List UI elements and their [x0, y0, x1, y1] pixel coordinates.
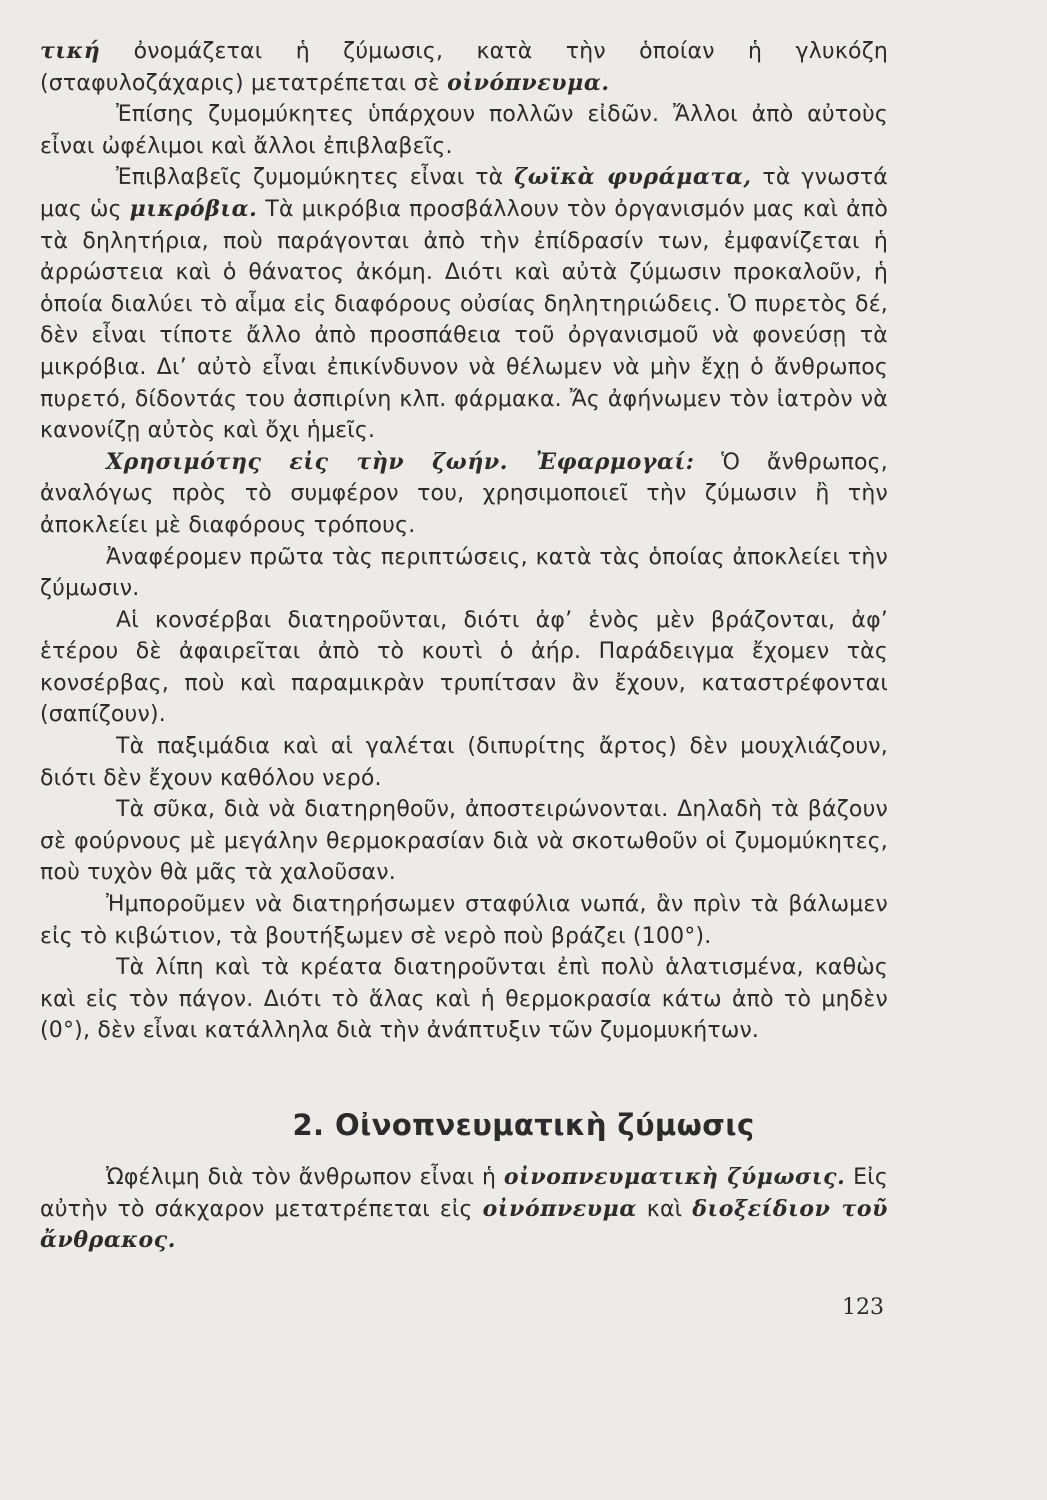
emphasis-text: οἰνοπνευματικὴ ζύμωσις. — [503, 1164, 846, 1190]
paragraph-8: Τὰ σῦκα, διὰ νὰ διατηρηθοῦν, ἀποστειρώνονται. Δηλαδὴ τὰ βάζουν σὲ φούρνους μὲ μεγάλην θερμοκρασίαν διὰ νὰ σκοτωθοῦν οἱ ζυμομύκητες, ποὺ τυχὸν θὰ μᾶς τὰ χαλοῦσαν. — [40, 797, 888, 886]
text-span: καὶ — [636, 1196, 693, 1222]
subheading-inline: Χρησιμότης εἰς τὴν ζωήν. Ἐφαρμογαί: — [106, 448, 695, 475]
paragraph-1 — [40, 36, 888, 99]
emphasis-text: οἰνόπνευμα — [482, 1195, 637, 1222]
paragraph-5: Ἀναφέρομεν πρῶτα τὰς περιπτώσεις, κατὰ τὰς ὁποίας ἀποκλείει τὴν ζύμωσιν. — [40, 544, 888, 602]
text-span: Ὠφέλιμη διὰ τὸν ἄνθρωπον εἶναι ἡ — [106, 1165, 504, 1190]
text-span: τὰ γνωστά μας ὡς — [40, 165, 888, 222]
paragraph-9: Ἠμποροῦμεν νὰ διατηρήσωμεν σταφύλια νωπά, ἂν πρὶν τὰ βάλωμεν εἰς τὸ κιβώτιον, τὰ βουτήξωμεν σὲ νερὸ ποὺ βράζει (100°). — [40, 892, 888, 949]
section-heading: 2. Οἰνοπνευματικὴ ζύμωσις — [292, 1108, 755, 1142]
page-number: 123 — [842, 1295, 884, 1320]
body-text — [40, 36, 888, 1047]
closing-text — [40, 1162, 888, 1257]
paragraph-6: Αἱ κονσέρβαι διατηροῦνται, διότι ἀφ’ ἑνὸς μὲν βράζονται, ἀφ’ ἑτέρου δὲ ἀφαιρεῖται ἀπὸ τὸ κουτὶ ὁ ἀήρ. Παράδειγμα ἔχομεν τὰς κονσέρβας, ποὺ καὶ παραμικρὰν τρυπίτσαν ἂν ἔχουν, καταστρέφονται (σαπίζουν). — [40, 607, 888, 728]
emphasis-text: μικρόβια. — [129, 195, 258, 222]
text-span: Εἰς αὐτὴν τὸ σάκχαρον μετατρέπεται εἰς — [40, 1165, 888, 1222]
text-span: Τὰ μικρόβια προσβάλλουν τὸν ὀργανισμόν μας καὶ ἀπὸ τὰ δηλητήρια, ποὺ παράγονται ἀπὸ τὴν ἐπίδρασίν των, ἐμφανίζεται ἡ ἀρρώστεια καὶ ὁ θάνατος ἀκόμη. Διότι καὶ αὐτὰ ζύμωσιν προκαλοῦν, ἡ ὁποία διαλύει τὸ αἷμα εἰς διαφόρους οὐσίας δηλητηριώδεις. Ὁ πυρετὸς δέ, δὲν εἶναι τίποτε ἄλλο ἀπὸ προσπάθεια τοῦ ὀργανισμοῦ νὰ φονεύσῃ τὰ μικρόβια. Δι’ αὐτὸ εἶναι ἐπικίνδυνον νὰ θέλωμεν νὰ μὴν ἔχῃ ὁ ἄνθρωπος πυρετό, δίδοντάς του ἀσπιρίνη κλπ. φάρμακα. Ἄς ἀφήνωμεν τὸν ἰατρὸν νὰ κανονίζῃ αὐτὸς καὶ ὄχι ἡμεῖς. — [40, 196, 888, 444]
paragraph-7: Τὰ παξιμάδια καὶ αἱ γαλέται (διπυρίτης ἄρτος) δὲν μουχλιάζουν, διότι δὲν ἔχουν καθόλου νερό. — [40, 734, 888, 791]
paragraph-2: Ἐπίσης ζυμομύκητες ὑπάρχουν πολλῶν εἰδῶν. Ἄλλοι ἀπὸ αὐτοὺς εἶναι ὠφέλιμοι καὶ ἄλλοι ἐπιβλαβεῖς. — [40, 102, 888, 159]
emphasis-text: ζωϊκὰ φυράματα, — [514, 164, 752, 191]
emphasis-text: οἰνόπνευμα. — [447, 69, 610, 96]
paragraph-10: Τὰ λίπη καὶ τὰ κρέατα διατηροῦνται ἐπὶ πολὺ ἁλατισμένα, καθὼς καὶ εἰς τὸν πάγον. Διότι τὸ ἅλας καὶ ἡ θερμοκρασία κάτω ἀπὸ τὸ μηδὲν (0°), δὲν εἶναι κατάλληλα διὰ τὴν ἀνάπτυξιν τῶν ζυμομυκήτων. — [40, 955, 888, 1044]
text-span: Ὁ ἄνθρωπος, ἀναλόγως πρὸς τὸ συμφέρον του, χρησιμοποιεῖ τὴν ζύμωσιν ἢ τὴν ἀποκλείει μὲ διαφόρους τρόπους. — [40, 449, 888, 538]
emphasis-text: διοξείδιον τοῦ ἄνθρακος. — [40, 1195, 888, 1254]
text-span: Ἐπιβλαβεῖς ζυμομύκητες εἶναι τὰ — [116, 165, 515, 191]
emphasis-text: τική — [40, 38, 101, 64]
text-span: ὀνομάζεται ἡ ζύμωσις, κατὰ τὴν ὁποίαν ἡ γλυκόζη (σταφυλοζάχαρις) μετατρέπεται σὲ — [40, 39, 888, 96]
paragraph-4 — [40, 447, 888, 542]
paragraph-11 — [40, 1162, 888, 1257]
paragraph-3 — [40, 162, 888, 446]
